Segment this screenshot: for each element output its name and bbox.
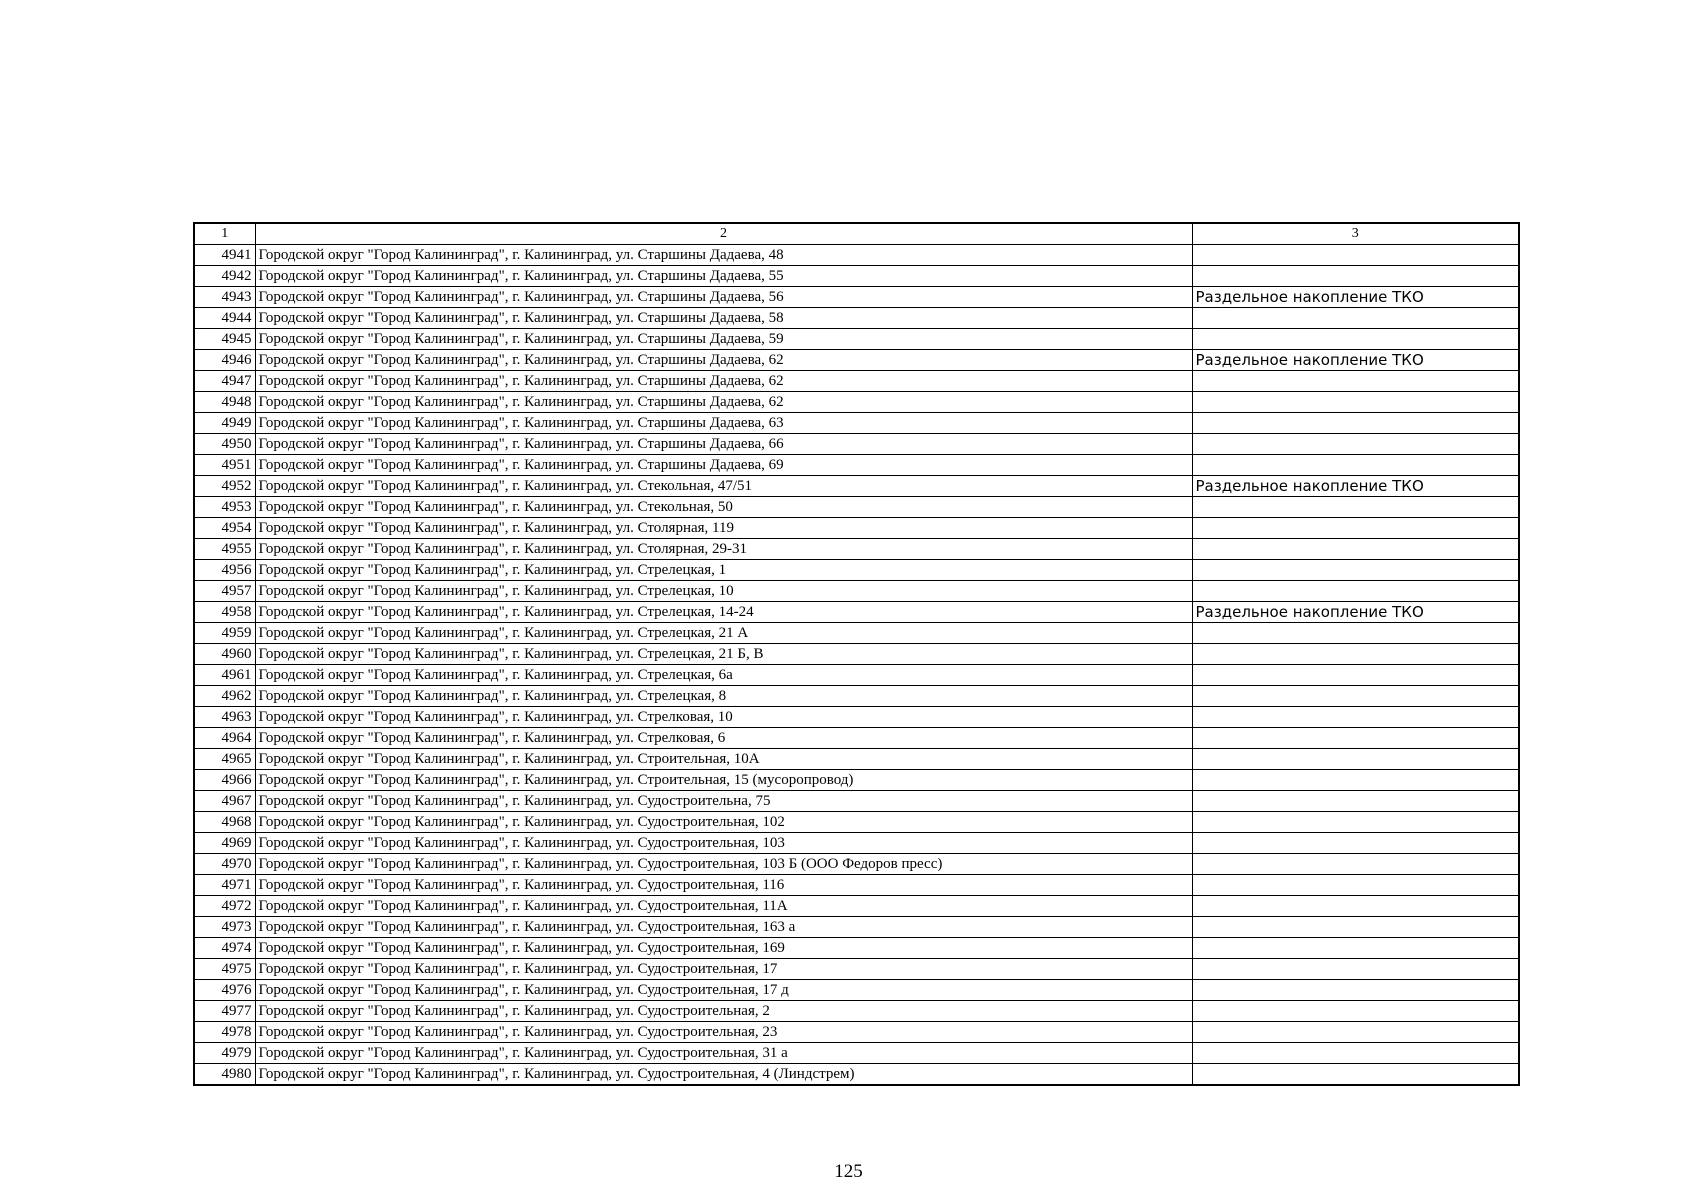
address-cell: Городской округ "Город Калининград", г. Калининград, ул. Старшины Дадаева, 69 [255, 455, 1192, 476]
table-row [194, 1043, 1519, 1064]
table-row [194, 833, 1519, 854]
table-row [194, 392, 1519, 413]
row-number-cell: 4979 [194, 1043, 255, 1064]
row-number-cell: 4950 [194, 434, 255, 455]
note-cell [1192, 749, 1519, 770]
table-row [194, 686, 1519, 707]
row-number-cell: 4944 [194, 308, 255, 329]
row-number-cell: 4972 [194, 896, 255, 917]
note-cell [1192, 329, 1519, 350]
table-row [194, 266, 1519, 287]
address-cell: Городской округ "Город Калининград", г. Калининград, ул. Судостроительная, 103 [255, 833, 1192, 854]
note-cell [1192, 623, 1519, 644]
address-cell: Городской округ "Город Калининград", г. Калининград, ул. Стекольная, 50 [255, 497, 1192, 518]
table-row [194, 413, 1519, 434]
note-cell [1192, 812, 1519, 833]
note-cell [1192, 1022, 1519, 1043]
address-cell: Городской округ "Город Калининград", г. Калининград, ул. Старшины Дадаева, 48 [255, 245, 1192, 266]
note-cell [1192, 707, 1519, 728]
register-table-body [194, 223, 1519, 1085]
address-cell: Городской округ "Город Калининград", г. Калининград, ул. Стрелецкая, 21 А [255, 623, 1192, 644]
note-cell [1192, 392, 1519, 413]
row-number-cell: 4963 [194, 707, 255, 728]
note-cell [1192, 644, 1519, 665]
table-row [194, 455, 1519, 476]
row-number-cell: 4947 [194, 371, 255, 392]
address-cell: Городской округ "Город Калининград", г. Калининград, ул. Судостроительная, 17 д [255, 980, 1192, 1001]
note-cell [1192, 980, 1519, 1001]
header-cell-col1: 1 [194, 223, 255, 245]
table-row [194, 329, 1519, 350]
table-row [194, 560, 1519, 581]
address-cell: Городской округ "Город Калининград", г. Калининград, ул. Стрелковая, 10 [255, 707, 1192, 728]
table-row [194, 980, 1519, 1001]
note-cell [1192, 686, 1519, 707]
table-row [194, 581, 1519, 602]
address-cell: Городской округ "Город Калининград", г. Калининград, ул. Стрелецкая, 8 [255, 686, 1192, 707]
address-cell: Городской округ "Город Калининград", г. Калининград, ул. Стрелецкая, 21 Б, В [255, 644, 1192, 665]
page-number: 125 [834, 1161, 863, 1182]
row-number-cell: 4964 [194, 728, 255, 749]
table-row [194, 875, 1519, 896]
note-cell [1192, 665, 1519, 686]
address-cell: Городской округ "Город Калининград", г. Калининград, ул. Стекольная, 47/51 [255, 476, 1192, 497]
table-row [194, 371, 1519, 392]
row-number-cell: 4958 [194, 602, 255, 623]
address-cell: Городской округ "Город Калининград", г. Калининград, ул. Судостроительная, 23 [255, 1022, 1192, 1043]
table-row [194, 1064, 1519, 1086]
row-number-cell: 4975 [194, 959, 255, 980]
row-number-cell: 4945 [194, 329, 255, 350]
row-number-cell: 4942 [194, 266, 255, 287]
address-cell: Городской округ "Город Калининград", г. Калининград, ул. Судостроительная, 163 а [255, 917, 1192, 938]
table-row [194, 245, 1519, 266]
row-number-cell: 4943 [194, 287, 255, 308]
note-cell [1192, 896, 1519, 917]
row-number-cell: 4965 [194, 749, 255, 770]
table-row [194, 665, 1519, 686]
table-row [194, 644, 1519, 665]
note-cell [1192, 581, 1519, 602]
note-cell [1192, 497, 1519, 518]
note-cell [1192, 938, 1519, 959]
table-row [194, 854, 1519, 875]
table-row [194, 476, 1519, 497]
address-cell: Городской округ "Город Калининград", г. Калининград, ул. Судостроительная, 2 [255, 1001, 1192, 1022]
table-row [194, 749, 1519, 770]
address-cell: Городской округ "Город Калининград", г. Калининград, ул. Судостроительная, 102 [255, 812, 1192, 833]
table-row [194, 623, 1519, 644]
header-cell-col2: 2 [255, 223, 1192, 245]
table-row [194, 539, 1519, 560]
row-number-cell: 4968 [194, 812, 255, 833]
note-cell [1192, 833, 1519, 854]
row-number-cell: 4957 [194, 581, 255, 602]
note-cell: Раздельное накопление ТКО [1192, 350, 1519, 371]
row-number-cell: 4956 [194, 560, 255, 581]
address-cell: Городской округ "Город Калининград", г. Калининград, ул. Стрелецкая, 14-24 [255, 602, 1192, 623]
table-row [194, 1022, 1519, 1043]
address-cell: Городской округ "Город Калининград", г. Калининград, ул. Стрелецкая, 6а [255, 665, 1192, 686]
note-cell [1192, 1001, 1519, 1022]
table-row [194, 728, 1519, 749]
table-row [194, 1001, 1519, 1022]
note-cell [1192, 1064, 1519, 1086]
table-row [194, 812, 1519, 833]
row-number-cell: 4941 [194, 245, 255, 266]
note-cell [1192, 539, 1519, 560]
note-cell [1192, 560, 1519, 581]
row-number-cell: 4954 [194, 518, 255, 539]
address-cell: Городской округ "Город Калининград", г. Калининград, ул. Столярная, 119 [255, 518, 1192, 539]
table-row [194, 791, 1519, 812]
address-cell: Городской округ "Город Калининград", г. Калининград, ул. Судостроительная, 169 [255, 938, 1192, 959]
row-number-cell: 4962 [194, 686, 255, 707]
row-number-cell: 4951 [194, 455, 255, 476]
note-cell [1192, 518, 1519, 539]
row-number-cell: 4948 [194, 392, 255, 413]
address-cell: Городской округ "Город Калининград", г. Калининград, ул. Старшины Дадаева, 59 [255, 329, 1192, 350]
table-header-row [194, 223, 1519, 245]
note-cell [1192, 455, 1519, 476]
note-cell: Раздельное накопление ТКО [1192, 476, 1519, 497]
address-cell: Городской округ "Город Калининград", г. Калининград, ул. Судостроительная, 17 [255, 959, 1192, 980]
row-number-cell: 4952 [194, 476, 255, 497]
note-cell [1192, 791, 1519, 812]
table-row [194, 350, 1519, 371]
row-number-cell: 4961 [194, 665, 255, 686]
address-cell: Городской округ "Город Калининград", г. Калининград, ул. Старшины Дадаева, 66 [255, 434, 1192, 455]
row-number-cell: 4974 [194, 938, 255, 959]
address-cell: Городской округ "Город Калининград", г. Калининград, ул. Судостроительная, 103 Б (ООО Федоров пресс) [255, 854, 1192, 875]
table-row [194, 896, 1519, 917]
address-cell: Городской округ "Город Калининград", г. Калининград, ул. Судостроительная, 31 а [255, 1043, 1192, 1064]
table-row [194, 707, 1519, 728]
row-number-cell: 4966 [194, 770, 255, 791]
note-cell [1192, 371, 1519, 392]
table-row [194, 770, 1519, 791]
table-row [194, 917, 1519, 938]
row-number-cell: 4967 [194, 791, 255, 812]
register-table [193, 222, 1520, 1086]
row-number-cell: 4978 [194, 1022, 255, 1043]
note-cell: Раздельное накопление ТКО [1192, 602, 1519, 623]
note-cell [1192, 875, 1519, 896]
note-cell [1192, 413, 1519, 434]
row-number-cell: 4973 [194, 917, 255, 938]
address-cell: Городской округ "Город Калининград", г. Калининград, ул. Стрелецкая, 1 [255, 560, 1192, 581]
note-cell [1192, 770, 1519, 791]
address-cell: Городской округ "Город Калининград", г. Калининград, ул. Старшины Дадаева, 63 [255, 413, 1192, 434]
table-row [194, 938, 1519, 959]
address-cell: Городской округ "Город Калининград", г. Калининград, ул. Судостроительная, 116 [255, 875, 1192, 896]
row-number-cell: 4955 [194, 539, 255, 560]
note-cell [1192, 1043, 1519, 1064]
row-number-cell: 4980 [194, 1064, 255, 1086]
address-cell: Городской округ "Город Калининград", г. Калининград, ул. Старшины Дадаева, 55 [255, 266, 1192, 287]
address-cell: Городской округ "Город Калининград", г. Калининград, ул. Судостроительна, 75 [255, 791, 1192, 812]
address-cell: Городской округ "Город Калининград", г. Калининград, ул. Стрелецкая, 10 [255, 581, 1192, 602]
note-cell: Раздельное накопление ТКО [1192, 287, 1519, 308]
row-number-cell: 4970 [194, 854, 255, 875]
row-number-cell: 4960 [194, 644, 255, 665]
note-cell [1192, 728, 1519, 749]
address-cell: Городской округ "Город Калининград", г. Калининград, ул. Стрелковая, 6 [255, 728, 1192, 749]
table-row [194, 518, 1519, 539]
address-cell: Городской округ "Город Калининград", г. Калининград, ул. Старшины Дадаева, 56 [255, 287, 1192, 308]
note-cell [1192, 245, 1519, 266]
row-number-cell: 4949 [194, 413, 255, 434]
address-cell: Городской округ "Город Калининград", г. Калининград, ул. Старшины Дадаева, 62 [255, 350, 1192, 371]
address-cell: Городской округ "Город Калининград", г. Калининград, ул. Строительная, 10А [255, 749, 1192, 770]
row-number-cell: 4977 [194, 1001, 255, 1022]
note-cell [1192, 917, 1519, 938]
note-cell [1192, 434, 1519, 455]
row-number-cell: 4953 [194, 497, 255, 518]
address-cell: Городской округ "Город Калининград", г. Калининград, ул. Старшины Дадаева, 58 [255, 308, 1192, 329]
address-cell: Городской округ "Город Калининград", г. Калининград, ул. Судостроительная, 4 (Линдстрем) [255, 1064, 1192, 1086]
row-number-cell: 4971 [194, 875, 255, 896]
row-number-cell: 4946 [194, 350, 255, 371]
address-cell: Городской округ "Город Калининград", г. Калининград, ул. Старшины Дадаева, 62 [255, 371, 1192, 392]
row-number-cell: 4976 [194, 980, 255, 1001]
address-cell: Городской округ "Город Калининград", г. Калининград, ул. Столярная, 29-31 [255, 539, 1192, 560]
note-cell [1192, 308, 1519, 329]
address-cell: Городской округ "Город Калининград", г. Калининград, ул. Старшины Дадаева, 62 [255, 392, 1192, 413]
note-cell [1192, 854, 1519, 875]
address-cell: Городской округ "Город Калининград", г. Калининград, ул. Строительная, 15 (мусоропровод) [255, 770, 1192, 791]
note-cell [1192, 266, 1519, 287]
address-cell: Городской округ "Город Калининград", г. Калининград, ул. Судостроительная, 11А [255, 896, 1192, 917]
table-row [194, 308, 1519, 329]
table-row [194, 959, 1519, 980]
table-row [194, 287, 1519, 308]
note-cell [1192, 959, 1519, 980]
table-row [194, 602, 1519, 623]
row-number-cell: 4969 [194, 833, 255, 854]
register-sheet [193, 222, 1518, 1086]
table-row [194, 497, 1519, 518]
table-row [194, 434, 1519, 455]
row-number-cell: 4959 [194, 623, 255, 644]
header-cell-col3: 3 [1192, 223, 1519, 245]
